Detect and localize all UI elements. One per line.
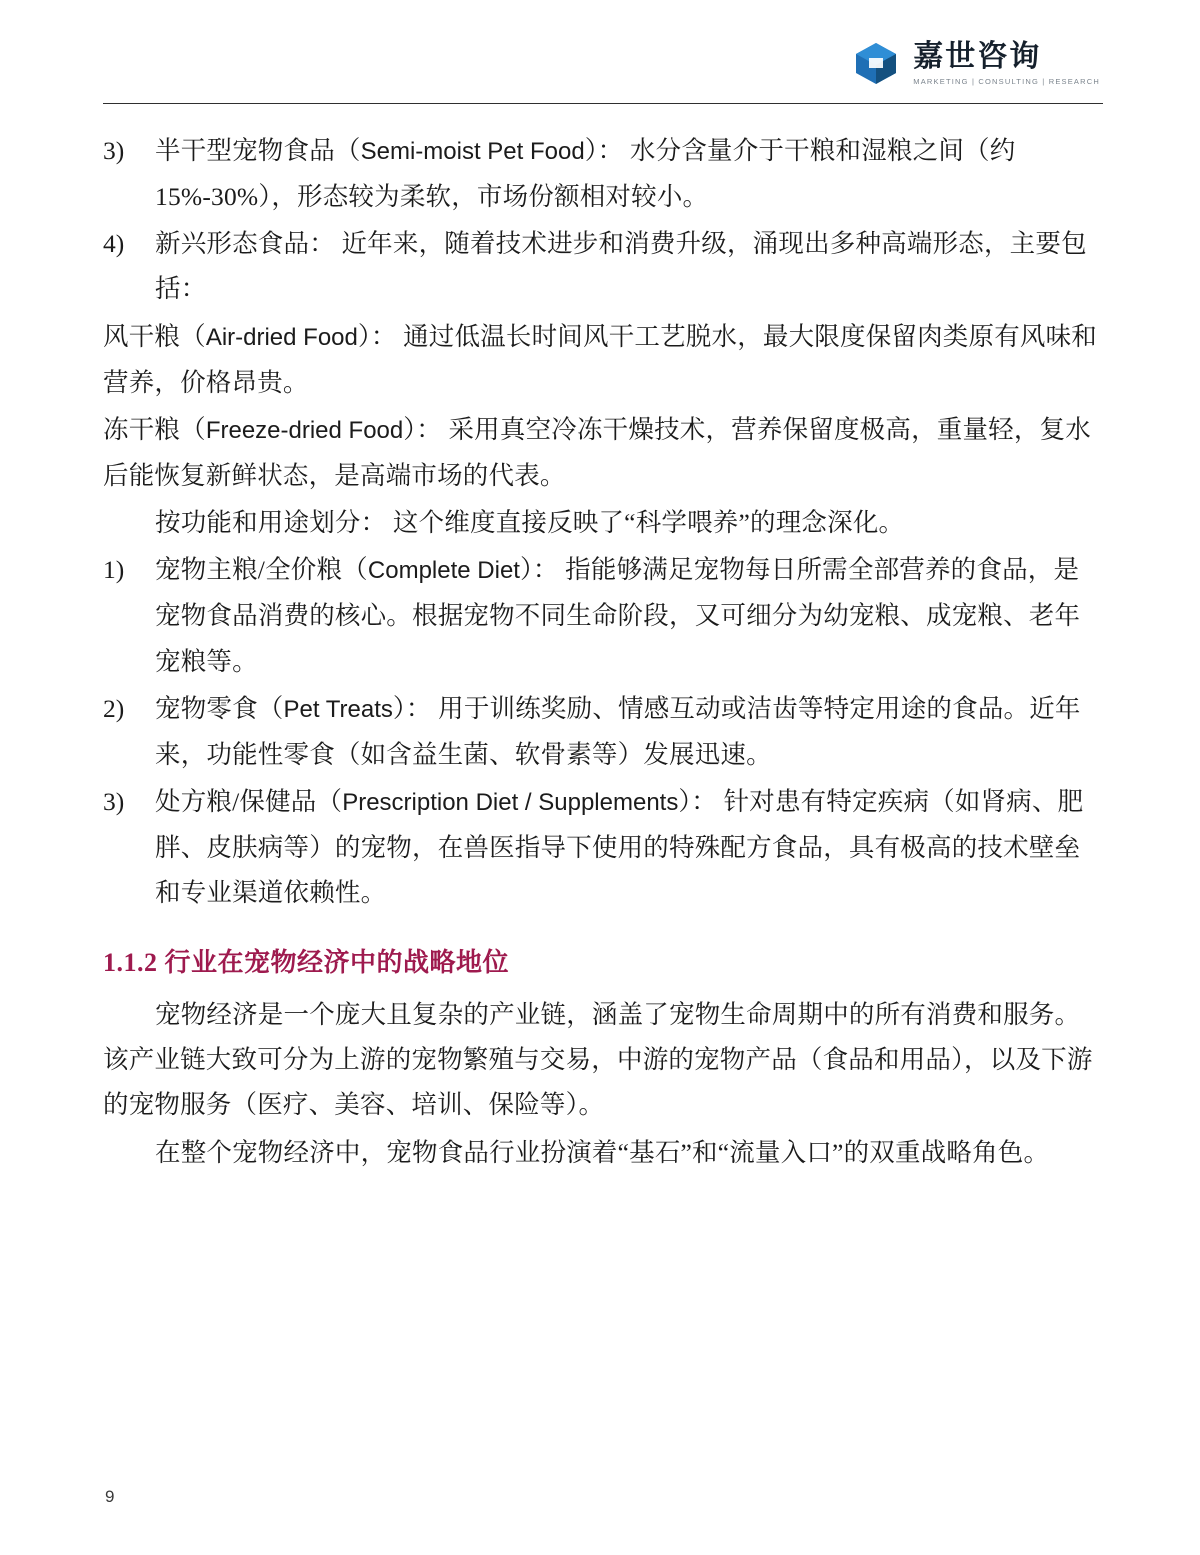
list-marker: 2) <box>103 693 125 723</box>
brand-text <box>913 40 1100 86</box>
list-text-tail: ）： 针对患有特定疾病（如肾病、肥胖、皮肤病等）的宠物，在兽医指导下使用的特殊配方食品，具有极高的技术壁垒和专业渠道依赖性。 <box>155 786 1084 908</box>
list-text-lead: 宠物零食（ <box>155 693 284 723</box>
brand-title: 嘉世咨询 <box>913 40 1042 73</box>
list-item <box>103 221 1103 312</box>
list-marker: 3) <box>103 786 125 816</box>
detail-tail: ）： 通过低温长时间风干工艺脱水，最大限度保留肉类原有风味和营养，价格昂贵。 <box>103 321 1098 397</box>
page-number: 9 <box>105 1487 115 1506</box>
list-text <box>155 779 1103 915</box>
cube-logo-icon <box>853 40 899 86</box>
list-text-tail: ）： 水分含量介于干粮和湿粮之间（约 15%-30%），形态较为柔软，市场份额相对较小。 <box>155 136 1016 211</box>
list-text <box>155 221 1103 312</box>
list-text-lead: 处方粮/保健品（ <box>155 786 343 816</box>
function-intro-paragraph: 按功能和用途划分： 这个维度直接反映了“科学喂养”的理念深化。 <box>155 508 905 538</box>
list-item <box>103 547 1103 683</box>
detail-latin: Freeze-dried Food <box>205 416 404 444</box>
list-text-latin: Pet Treats <box>283 695 393 723</box>
list-text <box>155 686 1103 777</box>
list-text-lead: 宠物主粮/全价粮（ <box>155 555 368 585</box>
list-text-tail: ）： 用于训练奖励、情感互动或洁齿等特定用途的食品。近年来，功能性零食（如含益生菌、软骨素等）发展迅速。 <box>155 693 1081 769</box>
list-text-latin: Prescription Diet / Supplements <box>342 788 679 816</box>
detail-tail: ）： 采用真空冷冻干燥技术，营养保留度极高，重量轻，复水后能恢复新鲜状态，是高端市场的代表。 <box>103 414 1091 490</box>
list-item <box>103 128 1103 219</box>
list-text <box>155 547 1103 683</box>
form-detail-paragraph <box>103 314 1103 405</box>
list-marker: 1) <box>103 555 125 585</box>
list-item <box>103 686 1103 777</box>
list-text <box>155 128 1103 219</box>
body-paragraph: 宠物经济是一个庞大且复杂的产业链，涵盖了宠物生命周期中的所有消费和服务。该产业链大致可分为上游的宠物繁殖与交易，中游的宠物产品（食品和用品），以及下游的宠物服务（医疗、美容、培训、保险等）。 <box>103 999 1093 1120</box>
list-text-latin: Semi-moist Pet Food <box>360 138 585 165</box>
list-text-latin: Complete Diet <box>367 557 520 585</box>
list-marker: 4) <box>103 229 125 259</box>
brand-header <box>853 40 1100 86</box>
detail-latin: Air-dried Food <box>205 323 358 351</box>
detail-lead: 风干粮（ <box>103 321 206 351</box>
list-text-tail: ）： 指能够满足宠物每日所需全部营养的食品，是宠物食品消费的核心。根据宠物不同生命阶段，又可细分为幼宠粮、成宠粮、老年宠粮等。 <box>155 555 1081 676</box>
form-detail-paragraph <box>103 407 1103 498</box>
header-divider <box>103 103 1103 104</box>
section-heading: 1.1.2 行业在宠物经济中的战略地位 <box>103 948 510 978</box>
body-paragraph: 在整个宠物经济中，宠物食品行业扮演着“基石”和“流量入口”的双重战略角色。 <box>155 1137 1050 1167</box>
list-item <box>103 779 1103 915</box>
list-text-lead: 新兴形态食品： 近年来，随着技术进步和消费升级，涌现出多种高端形态，主要包括： <box>155 229 1087 304</box>
list-marker: 3) <box>103 136 125 165</box>
document-body <box>103 128 1103 1177</box>
list-text-lead: 半干型宠物食品（ <box>155 136 361 165</box>
brand-subtitle: MARKETING | CONSULTING | RESEARCH <box>913 77 1100 86</box>
detail-lead: 冻干粮（ <box>103 414 206 444</box>
